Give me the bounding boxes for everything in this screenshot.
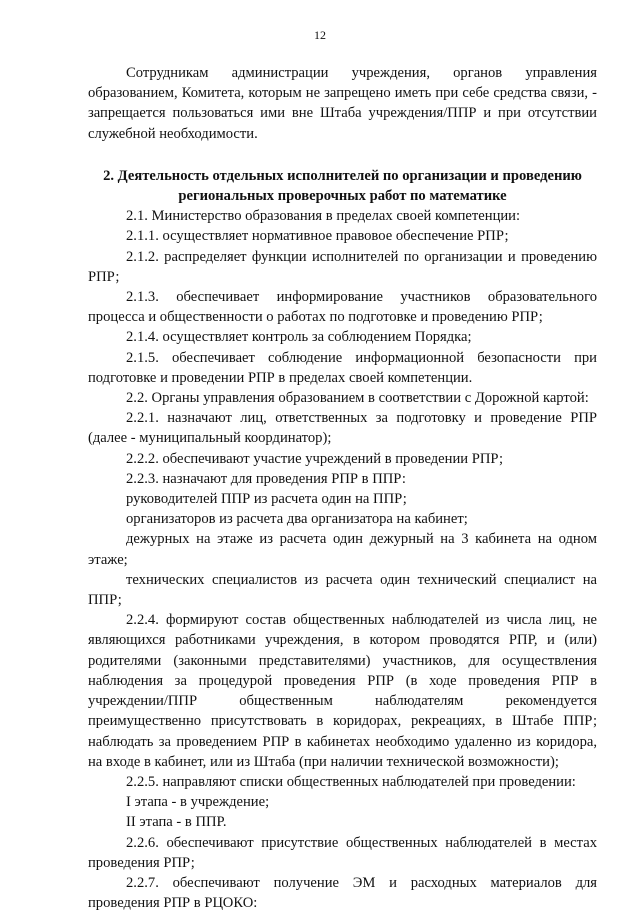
paragraph-2-2: 2.2. Органы управления образованием в соответствии с Дорожной картой:: [126, 390, 589, 407]
section-heading: 2. Деятельность отдельных исполнителей по организации и проведению региональных проверочных работ по математике: [103, 167, 582, 205]
paragraph-2-2-4: 2.2.4. формируют состав общественных наблюдателей из числа лиц, не являющихся работниками учреждения, в котором проводятся РПР, и (или) родителями (законными представителями) участников, для осуществления наблюдения за процедурой проведения РПР (в ходе проведения РПР в учреждении/ППР общественным наблюдателям рекомендуется преимущественно присутствовать в коридорах, рекреациях, в Штабе ППР; наблюдать за проведением РПР в кабинетах необходимо удаленно из коридора, на входе в кабинет, или из Штаба (при наличии технической возможности);: [88, 612, 597, 770]
intro-paragraph: Сотрудникам администрации учреждения, органов управления образованием, Комитета, которым не запрещено иметь при себе средства связи, - запрещается пользоваться ими вне Штаба учреждения/ППР и при отсутствии служебной необходимости.: [88, 65, 597, 142]
list-item-supervisors: руководителей ППР из расчета один на ППР;: [126, 491, 407, 508]
paragraph-2-1-2: 2.1.2. распределяет функции исполнителей по организации и проведению РПР;: [88, 248, 597, 285]
paragraph-2-2-3: 2.2.3. назначают для проведения РПР в ППР:: [126, 470, 406, 487]
paragraph-2-1-1: 2.1.1. осуществляет нормативное правовое обеспечение РПР;: [126, 228, 509, 245]
document-body: [88, 63, 597, 913]
list-item-stage-2: II этапа - в ППР.: [126, 814, 227, 831]
paragraph-2-2-7: 2.2.7. обеспечивают получение ЭМ и расходных материалов для проведения РПР в РЦОКО:: [88, 874, 597, 912]
paragraph-2-2-5: 2.2.5. направляют списки общественных наблюдателей при проведении:: [126, 773, 576, 790]
list-item-technicians: технических специалистов из расчета один технический специалист на ППР;: [88, 571, 597, 609]
page-number: 12: [314, 28, 326, 42]
paragraph-2-1-4: 2.1.4. осуществляет контроль за соблюдением Порядка;: [126, 329, 472, 346]
paragraph-2-1-3: 2.1.3. обеспечивает информирование участников образовательного процесса и общественности о работах по подготовке и проведению РПР;: [88, 289, 597, 326]
paragraph-2-2-6: 2.2.6. обеспечивают присутствие общественных наблюдателей в местах проведения РПР;: [88, 834, 597, 871]
paragraph-2-1-5: 2.1.5. обеспечивает соблюдение информационной безопасности при подготовке и проведении РПР в пределах своей компетенции.: [88, 349, 597, 386]
paragraph-2-2-2: 2.2.2. обеспечивают участие учреждений в проведении РПР;: [126, 450, 504, 467]
paragraph-2-2-1: 2.2.1. назначают лиц, ответственных за подготовку и проведение РПР (далее - муниципальный координатор);: [88, 410, 597, 447]
list-item-floor-duty: дежурных на этаже из расчета один дежурный на 3 кабинета на одном этаже;: [88, 531, 597, 568]
list-item-stage-1: I этапа - в учреждение;: [126, 794, 270, 811]
paragraph-2-1: 2.1. Министерство образования в пределах своей компетенции:: [126, 208, 521, 225]
list-item-organizers: организаторов из расчета два организатора на кабинет;: [126, 511, 468, 528]
